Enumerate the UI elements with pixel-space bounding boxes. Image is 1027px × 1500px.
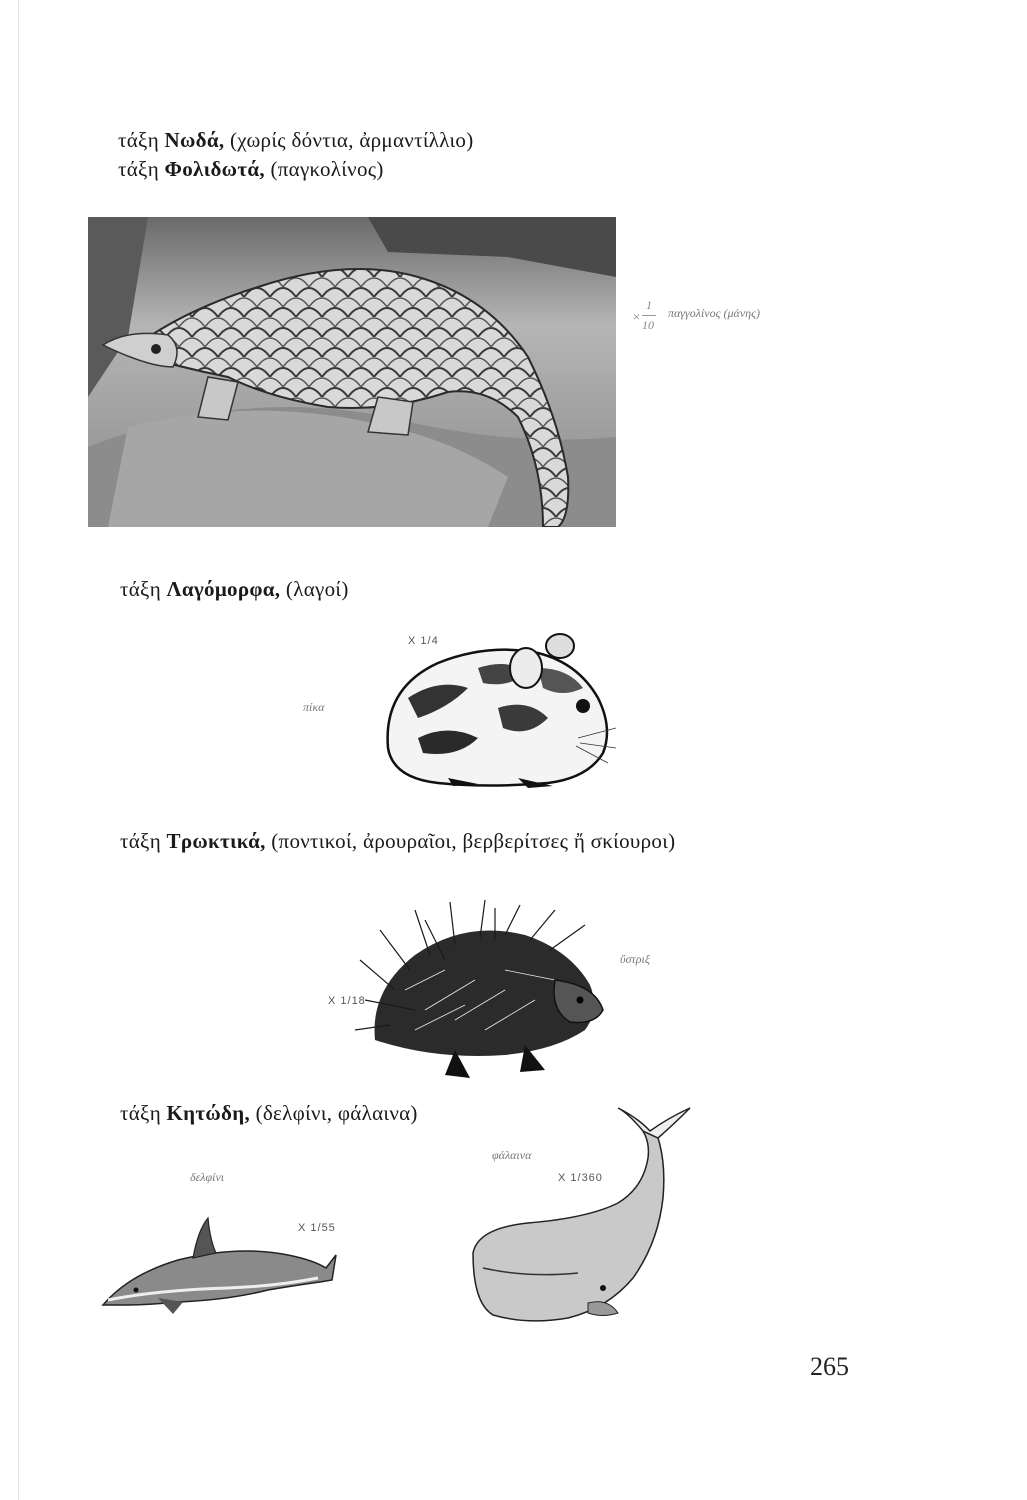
heading-prefix: τάξη [118, 157, 165, 181]
heading-examples: (ποντικοί, ἀρουραῖοι, βερβερίτσες ἤ σκίουροι) [265, 829, 676, 853]
pangolin-scale-num: 1 [646, 298, 652, 312]
page-edge [18, 0, 19, 1500]
fraction-bar [642, 315, 656, 316]
order-name: Τρωκτικά, [166, 829, 266, 853]
whale-label: φάλαινα [492, 1148, 532, 1162]
porcupine-illustration [355, 900, 610, 1085]
heading-examples: (χωρίς δόντια, ἀρμαντίλλιο) [224, 128, 474, 152]
order-name: Κητώδη, [166, 1101, 251, 1125]
porcupine-scale: X 1/18 [328, 995, 366, 1007]
whale-illustration [468, 1103, 703, 1333]
heading-prefix: τάξη [120, 829, 167, 853]
order-name: Φολιδωτά, [164, 157, 265, 181]
whale-scale: X 1/360 [558, 1172, 603, 1184]
pangolin-scale-den: 10 [642, 318, 654, 332]
pika-illustration [378, 628, 618, 798]
heading-examples: (παγκολίνος) [264, 157, 384, 181]
order-name: Νωδά, [164, 128, 225, 152]
page-number: 265 [810, 1352, 849, 1381]
heading-folidwta [118, 157, 384, 182]
heading-examples: (λαγοί) [280, 577, 349, 601]
dolphin-label: δελφίνι [190, 1170, 225, 1184]
heading-prefix: τάξη [120, 577, 167, 601]
heading-lagomorfa [120, 577, 349, 602]
dolphin-illustration [98, 1210, 338, 1315]
dolphin-scale: X 1/55 [298, 1222, 336, 1234]
heading-examples: (δελφίνι, φάλαινα) [250, 1101, 418, 1125]
pangolin-label: παγγολίνος (μάνης) [668, 306, 760, 320]
order-name: Λαγόμορφα, [166, 577, 281, 601]
pika-label: πίκα [303, 700, 325, 714]
heading-trwktika [120, 829, 675, 854]
heading-prefix: τάξη [120, 1101, 167, 1125]
heading-nwda [118, 128, 474, 153]
heading-khtwdh [120, 1101, 418, 1126]
heading-prefix: τάξη [118, 128, 165, 152]
pangolin-photo [88, 217, 616, 527]
porcupine-label: ὕστριξ [620, 952, 650, 966]
pika-scale: X 1/4 [408, 635, 439, 647]
pangolin-scale-x: × [632, 309, 641, 324]
